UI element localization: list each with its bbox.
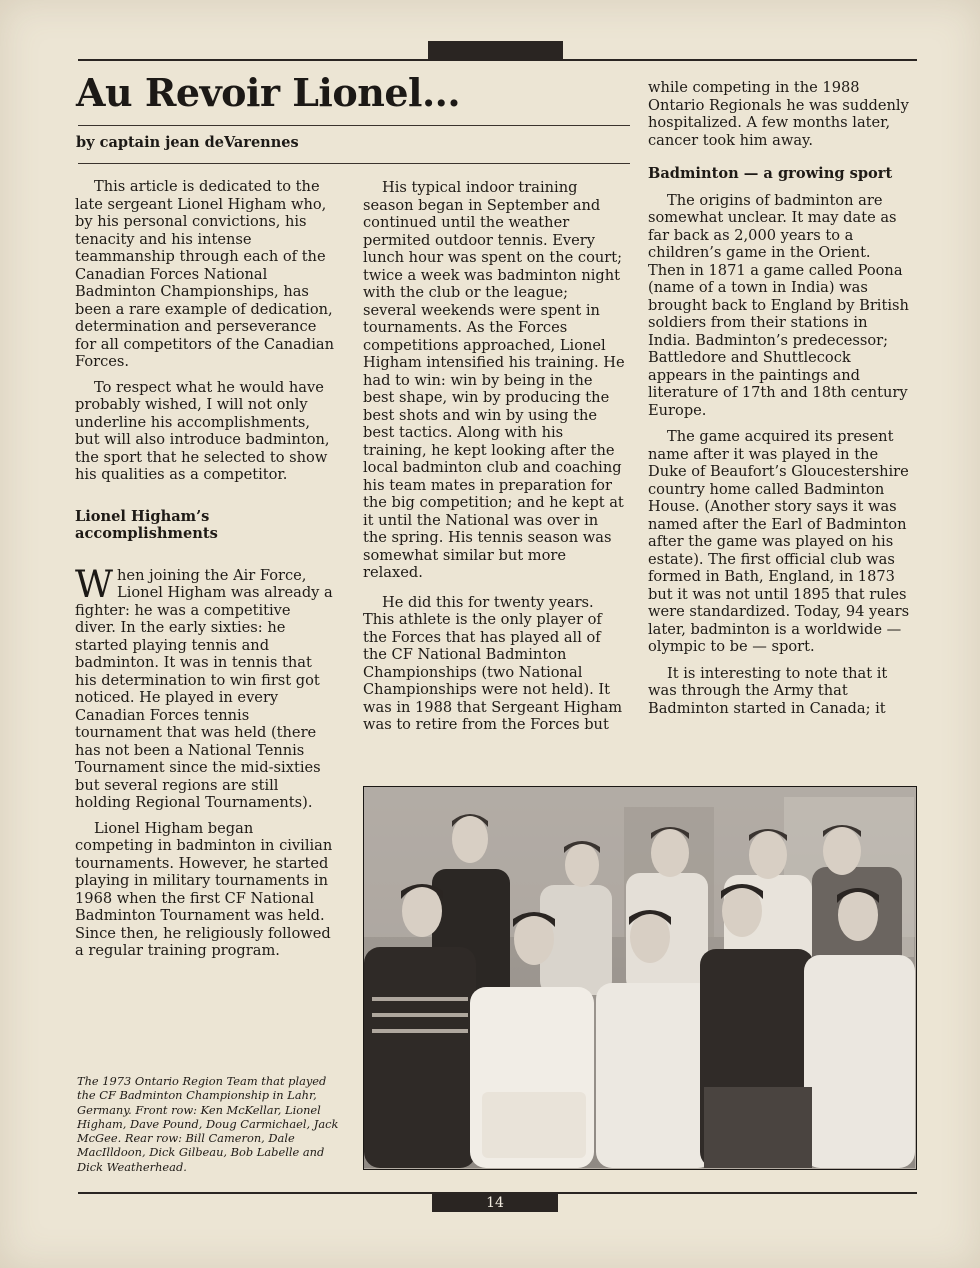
col2-paragraph-2: He did this for twenty years. This athlete is the only player of the Forces that has played all of the CF National Badminton Championships (two National Championships were not held). It was in 1988 that Sergeant Higham was to retire from the Forces but [363,593,623,733]
col1-paragraph-2: To respect what he would have probably wished, I will not only underline his accomplishments, but will also introduce badminton, the sport that he selected to show his qualities as a competitor. [75,378,330,483]
col1-paragraph-1: This article is dedicated to the late sergeant Lionel Higham who, by his personal convictions, his tenacity and his intense teammanship through each of the Canadian Forces National Badminton Championships, has been a rare example of dedication, determination and perseverance for all competitors of the Canadian Forces. [75,178,334,370]
col2-paragraph-1: His typical indoor training season began in September and continued until the weather permited outdoor tennis. Every lunch hour was spent on the court; twice a week was badminton night with the club or the league; several weekends were spent in tournaments. As the Forces competitions approached, Lionel Higham intensified his training. He had to win: win by being in the best shape, win by producing the best shots and win by using the best tactics. Along with his training, he kept looking after the local badminton club and coaching his team mates in preparation for the big competition; and he kept at it until the National was over in the spring. His tennis season was somewhat similar but more relaxed. [363,179,625,581]
photo-caption: The 1973 Ontario Region Team that played the CF Badminton Championship in Lahr, Germany. Front row: Ken McKellar, Lionel Higham, Dave Pound, Doug Carmichael, Jack McGee. Rear row: Bill Cameron, Dale MacIlldoon, Dick Gilbeau, Bob Labelle and Dick Weatherhead. [77,1074,339,1174]
byline: by captain jean deVarennes [76,134,299,151]
col1-paragraph-3-text: hen joining the Air Force, Lionel Higham was already a fighter: he was a competitive diver. In the early sixties: he started playing tennis and badminton. It was in tennis that his determination to win first got noticed. He played in every Canadian Forces tennis tournament that was held (there has not been a National Tennis Tournament since the mid-sixties but several regions are still holding Regional Tournaments). [75,566,333,811]
byline-rule [78,163,630,164]
article-title: Au Revoir Lionel... [76,70,461,115]
column-3 [648,79,910,717]
column-2 [363,179,625,734]
header-rule [78,59,917,61]
page-number: 14 [432,1193,558,1212]
col1-paragraph-4: Lionel Higham began competing in badminton in civilian tournaments. However, he started playing in military tournaments in 1968 when the first CF National Badminton Tournament was held. Since then, he religiously followed a regular training program. [75,819,333,959]
col1-paragraph-3 [75,562,335,812]
col3-paragraph-0: while competing in the 1988 Ontario Regionals he was suddenly hospitalized. A few months later, cancer took him away. [648,79,909,149]
team-photo [363,786,917,1170]
col3-paragraph-2: The game acquired its present name after it was played in the Duke of Beaufort’s Gloucestershire country home called Badminton House. (Another story says it was named after the Earl of Badminton after the game was played on his estate). The first official club was formed in Bath, England, in 1873 but it was not until 1895 that rules were standardized. Today, 94 years later, badminton is a worldwide — olympic to be — sport. [648,428,910,655]
section-heading-badminton: Badminton — a growing sport [648,165,893,182]
column-1 [75,178,335,960]
col3-paragraph-1: The origins of badminton are somewhat unclear. It may date as far back as 2,000 years to a children’s game in the Orient. Then in 1871 a game called Poona (name of a town in India) was brought back to England by British soldiers from their stations in India. Badminton’s predecessor; Battledore and Shuttlecock appears in the paintings and literature of 17th and 18th century Europe. [648,191,909,419]
col3-paragraph-3: It is interesting to note that it was through the Army that Badminton started in Canada; it [648,664,888,717]
section-heading-accomplishments: Lionel Higham’s accomplishments [75,507,218,542]
team-photo-illustration [364,787,915,1168]
drop-cap: W [75,562,114,606]
header-tab [428,41,563,60]
title-rule [78,125,630,126]
